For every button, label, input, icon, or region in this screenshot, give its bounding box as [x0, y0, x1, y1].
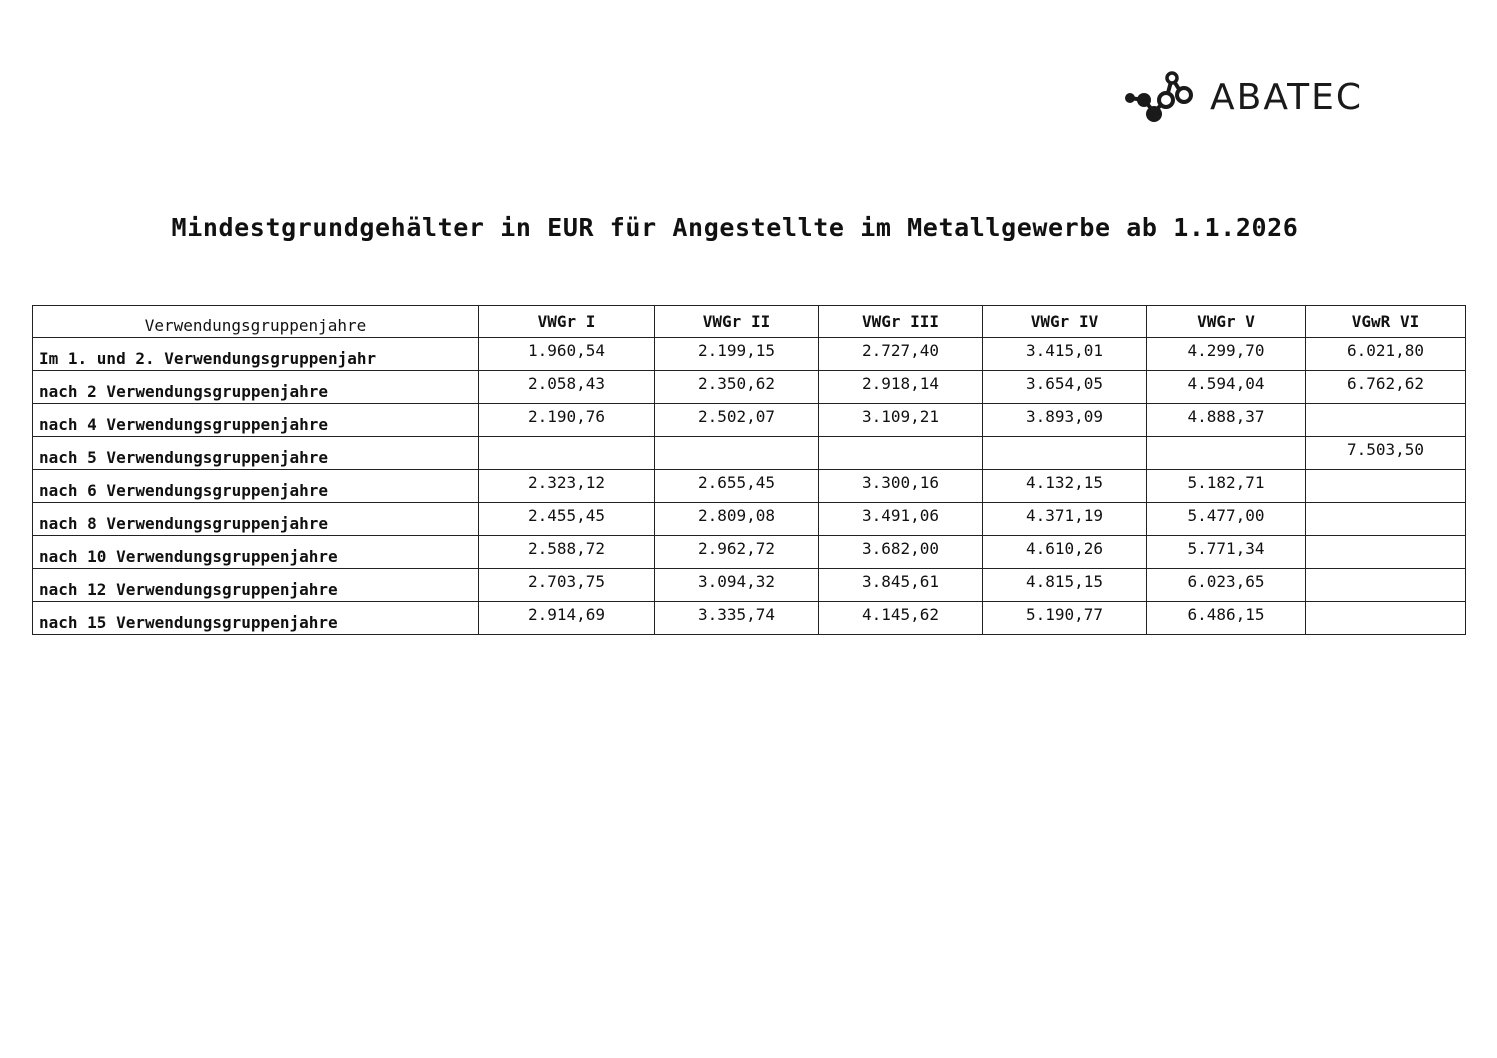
salary-cell: 1.960,54 [479, 338, 655, 371]
salary-cell: 2.199,15 [655, 338, 819, 371]
document-title: Mindestgrundgehälter in EUR für Angestellte im Metallgewerbe ab 1.1.2026 [171, 213, 1299, 242]
salary-cell: 3.300,16 [819, 470, 983, 503]
salary-cell: 6.021,80 [1306, 338, 1466, 371]
salary-cell: 3.682,00 [819, 536, 983, 569]
logo-text: ABATEC [1210, 77, 1364, 118]
salary-cell [983, 437, 1147, 470]
row-label: nach 10 Verwendungsgruppenjahre [33, 536, 479, 569]
table-row [33, 404, 1466, 437]
salary-table [32, 305, 1466, 635]
salary-cell [1147, 437, 1306, 470]
column-header: VWGr III [819, 306, 983, 338]
salary-cell: 4.371,19 [983, 503, 1147, 536]
salary-cell: 2.455,45 [479, 503, 655, 536]
salary-cell: 3.893,09 [983, 404, 1147, 437]
salary-cell [1306, 602, 1466, 635]
salary-cell: 4.610,26 [983, 536, 1147, 569]
table-row [33, 569, 1466, 602]
salary-cell: 2.914,69 [479, 602, 655, 635]
table-row [33, 503, 1466, 536]
salary-cell [479, 437, 655, 470]
row-label: Im 1. und 2. Verwendungsgruppenjahr [33, 338, 479, 371]
table-row [33, 536, 1466, 569]
salary-cell: 5.477,00 [1147, 503, 1306, 536]
salary-cell: 2.588,72 [479, 536, 655, 569]
salary-cell [1306, 503, 1466, 536]
salary-cell: 2.809,08 [655, 503, 819, 536]
salary-cell [1306, 569, 1466, 602]
salary-cell: 4.594,04 [1147, 371, 1306, 404]
molecule-icon [1124, 70, 1202, 126]
column-header: VGwR VI [1306, 306, 1466, 338]
table-header-row [33, 306, 1466, 338]
table-row [33, 470, 1466, 503]
table-row [33, 338, 1466, 371]
salary-cell: 3.335,74 [655, 602, 819, 635]
company-logo [1124, 70, 1363, 126]
salary-cell: 2.703,75 [479, 569, 655, 602]
row-label: nach 5 Verwendungsgruppenjahre [33, 437, 479, 470]
salary-cell: 2.918,14 [819, 371, 983, 404]
salary-cell: 3.094,32 [655, 569, 819, 602]
salary-cell: 3.654,05 [983, 371, 1147, 404]
row-label: nach 15 Verwendungsgruppenjahre [33, 602, 479, 635]
salary-cell [819, 437, 983, 470]
salary-cell: 4.299,70 [1147, 338, 1306, 371]
salary-cell: 3.415,01 [983, 338, 1147, 371]
row-label: nach 6 Verwendungsgruppenjahre [33, 470, 479, 503]
salary-cell: 5.182,71 [1147, 470, 1306, 503]
salary-cell: 2.323,12 [479, 470, 655, 503]
salary-cell [1306, 470, 1466, 503]
salary-cell: 3.491,06 [819, 503, 983, 536]
column-header: VWGr II [655, 306, 819, 338]
salary-cell: 6.023,65 [1147, 569, 1306, 602]
table-row [33, 437, 1466, 470]
salary-cell: 4.815,15 [983, 569, 1147, 602]
salary-cell: 6.762,62 [1306, 371, 1466, 404]
salary-cell: 2.058,43 [479, 371, 655, 404]
salary-cell: 4.145,62 [819, 602, 983, 635]
salary-cell: 2.962,72 [655, 536, 819, 569]
table-row [33, 602, 1466, 635]
row-label: nach 8 Verwendungsgruppenjahre [33, 503, 479, 536]
salary-cell: 2.655,45 [655, 470, 819, 503]
column-header: VWGr V [1147, 306, 1306, 338]
salary-cell: 4.888,37 [1147, 404, 1306, 437]
salary-cell: 2.190,76 [479, 404, 655, 437]
salary-cell: 3.845,61 [819, 569, 983, 602]
salary-cell [1306, 536, 1466, 569]
salary-cell [1306, 404, 1466, 437]
salary-cell: 7.503,50 [1306, 437, 1466, 470]
salary-cell: 4.132,15 [983, 470, 1147, 503]
table-row [33, 371, 1466, 404]
row-label: nach 4 Verwendungsgruppenjahre [33, 404, 479, 437]
salary-cell: 5.771,34 [1147, 536, 1306, 569]
salary-cell: 5.190,77 [983, 602, 1147, 635]
column-header: VWGr I [479, 306, 655, 338]
salary-cell: 2.502,07 [655, 404, 819, 437]
salary-cell: 2.350,62 [655, 371, 819, 404]
salary-cell [655, 437, 819, 470]
row-label: nach 12 Verwendungsgruppenjahre [33, 569, 479, 602]
column-header: VWGr IV [983, 306, 1147, 338]
salary-cell: 3.109,21 [819, 404, 983, 437]
column-header: Verwendungsgruppenjahre [33, 306, 479, 338]
row-label: nach 2 Verwendungsgruppenjahre [33, 371, 479, 404]
salary-cell: 2.727,40 [819, 338, 983, 371]
salary-cell: 6.486,15 [1147, 602, 1306, 635]
